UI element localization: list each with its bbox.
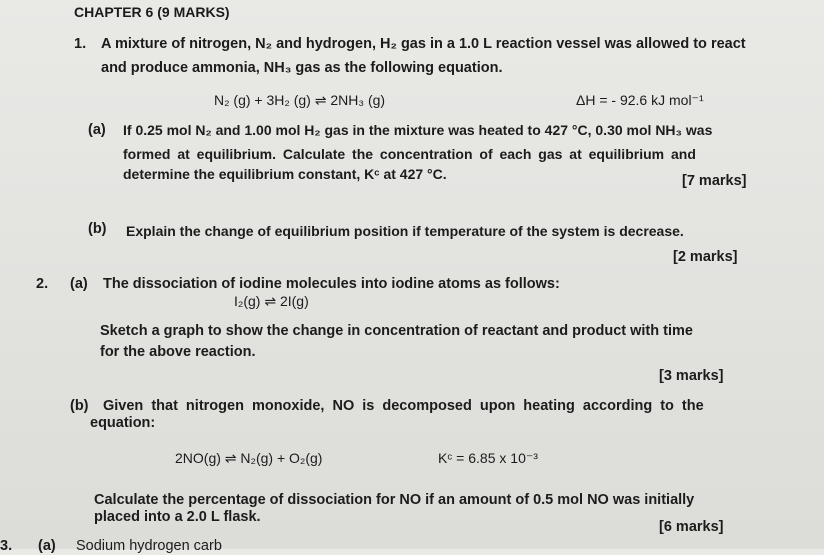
q2b-equation: 2NO(g) ⇌ N₂(g) + O₂(g): [175, 450, 323, 466]
q2a-label: (a): [70, 276, 88, 292]
q2b-line2: equation:: [90, 415, 156, 431]
q1b-text: Explain the change of equilibrium position if temperature of the system is decrease.: [126, 223, 684, 239]
q3a-text: Sodium hydrogen carb: [76, 538, 222, 554]
chapter-header: CHAPTER 6 (9 MARKS): [74, 4, 230, 20]
q2b-calc-line1: Calculate the percentage of dissociation for NO if an amount of 0.5 mol NO was initially: [94, 492, 695, 508]
q1-intro-line1: A mixture of nitrogen, N₂ and hydrogen, H₂ gas in a 1.0 L reaction vessel was allowed to react: [101, 36, 746, 52]
q1-number: 1.: [74, 36, 87, 52]
q2-number: 2.: [36, 276, 49, 292]
q2b-line1: Given that nitrogen monoxide, NO is decomposed upon heating according to the: [103, 398, 704, 414]
q2a-marks: [3 marks]: [659, 368, 724, 384]
q1b-marks: [2 marks]: [673, 249, 738, 265]
q2a-equation: I₂(g) ⇌ 2I(g): [234, 293, 309, 309]
q3a-label: (a): [38, 538, 56, 554]
q1a-marks: [7 marks]: [682, 173, 747, 189]
q2b-kc: Kᶜ = 6.85 x 10⁻³: [438, 450, 538, 466]
q1a-line3: determine the equilibrium constant, Kᶜ at 427 °C.: [123, 166, 447, 182]
q2a-sketch-line1: Sketch a graph to show the change in concentration of reactant and product with time: [100, 323, 693, 339]
q2b-calc-line2: placed into a 2.0 L flask.: [94, 509, 261, 525]
q2a-text: The dissociation of iodine molecules into iodine atoms as follows:: [103, 276, 560, 292]
q1-intro-line2: and produce ammonia, NH₃ gas as the following equation.: [101, 60, 503, 76]
q1b-label: (b): [88, 221, 107, 237]
q2b-marks: [6 marks]: [659, 519, 724, 535]
q1a-line2: formed at equilibrium. Calculate the concentration of each gas at equilibrium and: [123, 146, 696, 162]
q2b-label: (b): [70, 398, 89, 414]
q3-number: 3.: [0, 538, 13, 554]
q1a-line1: If 0.25 mol N₂ and 1.00 mol H₂ gas in the mixture was heated to 427 °C, 0.30 mol NH₃ was: [123, 122, 713, 138]
q2a-sketch-line2: for the above reaction.: [100, 344, 256, 360]
q1-equation: N₂ (g) + 3H₂ (g) ⇌ 2NH₃ (g): [214, 92, 386, 108]
q1-enthalpy: ΔH = - 92.6 kJ mol⁻¹: [576, 92, 704, 108]
q1a-label: (a): [88, 122, 106, 138]
